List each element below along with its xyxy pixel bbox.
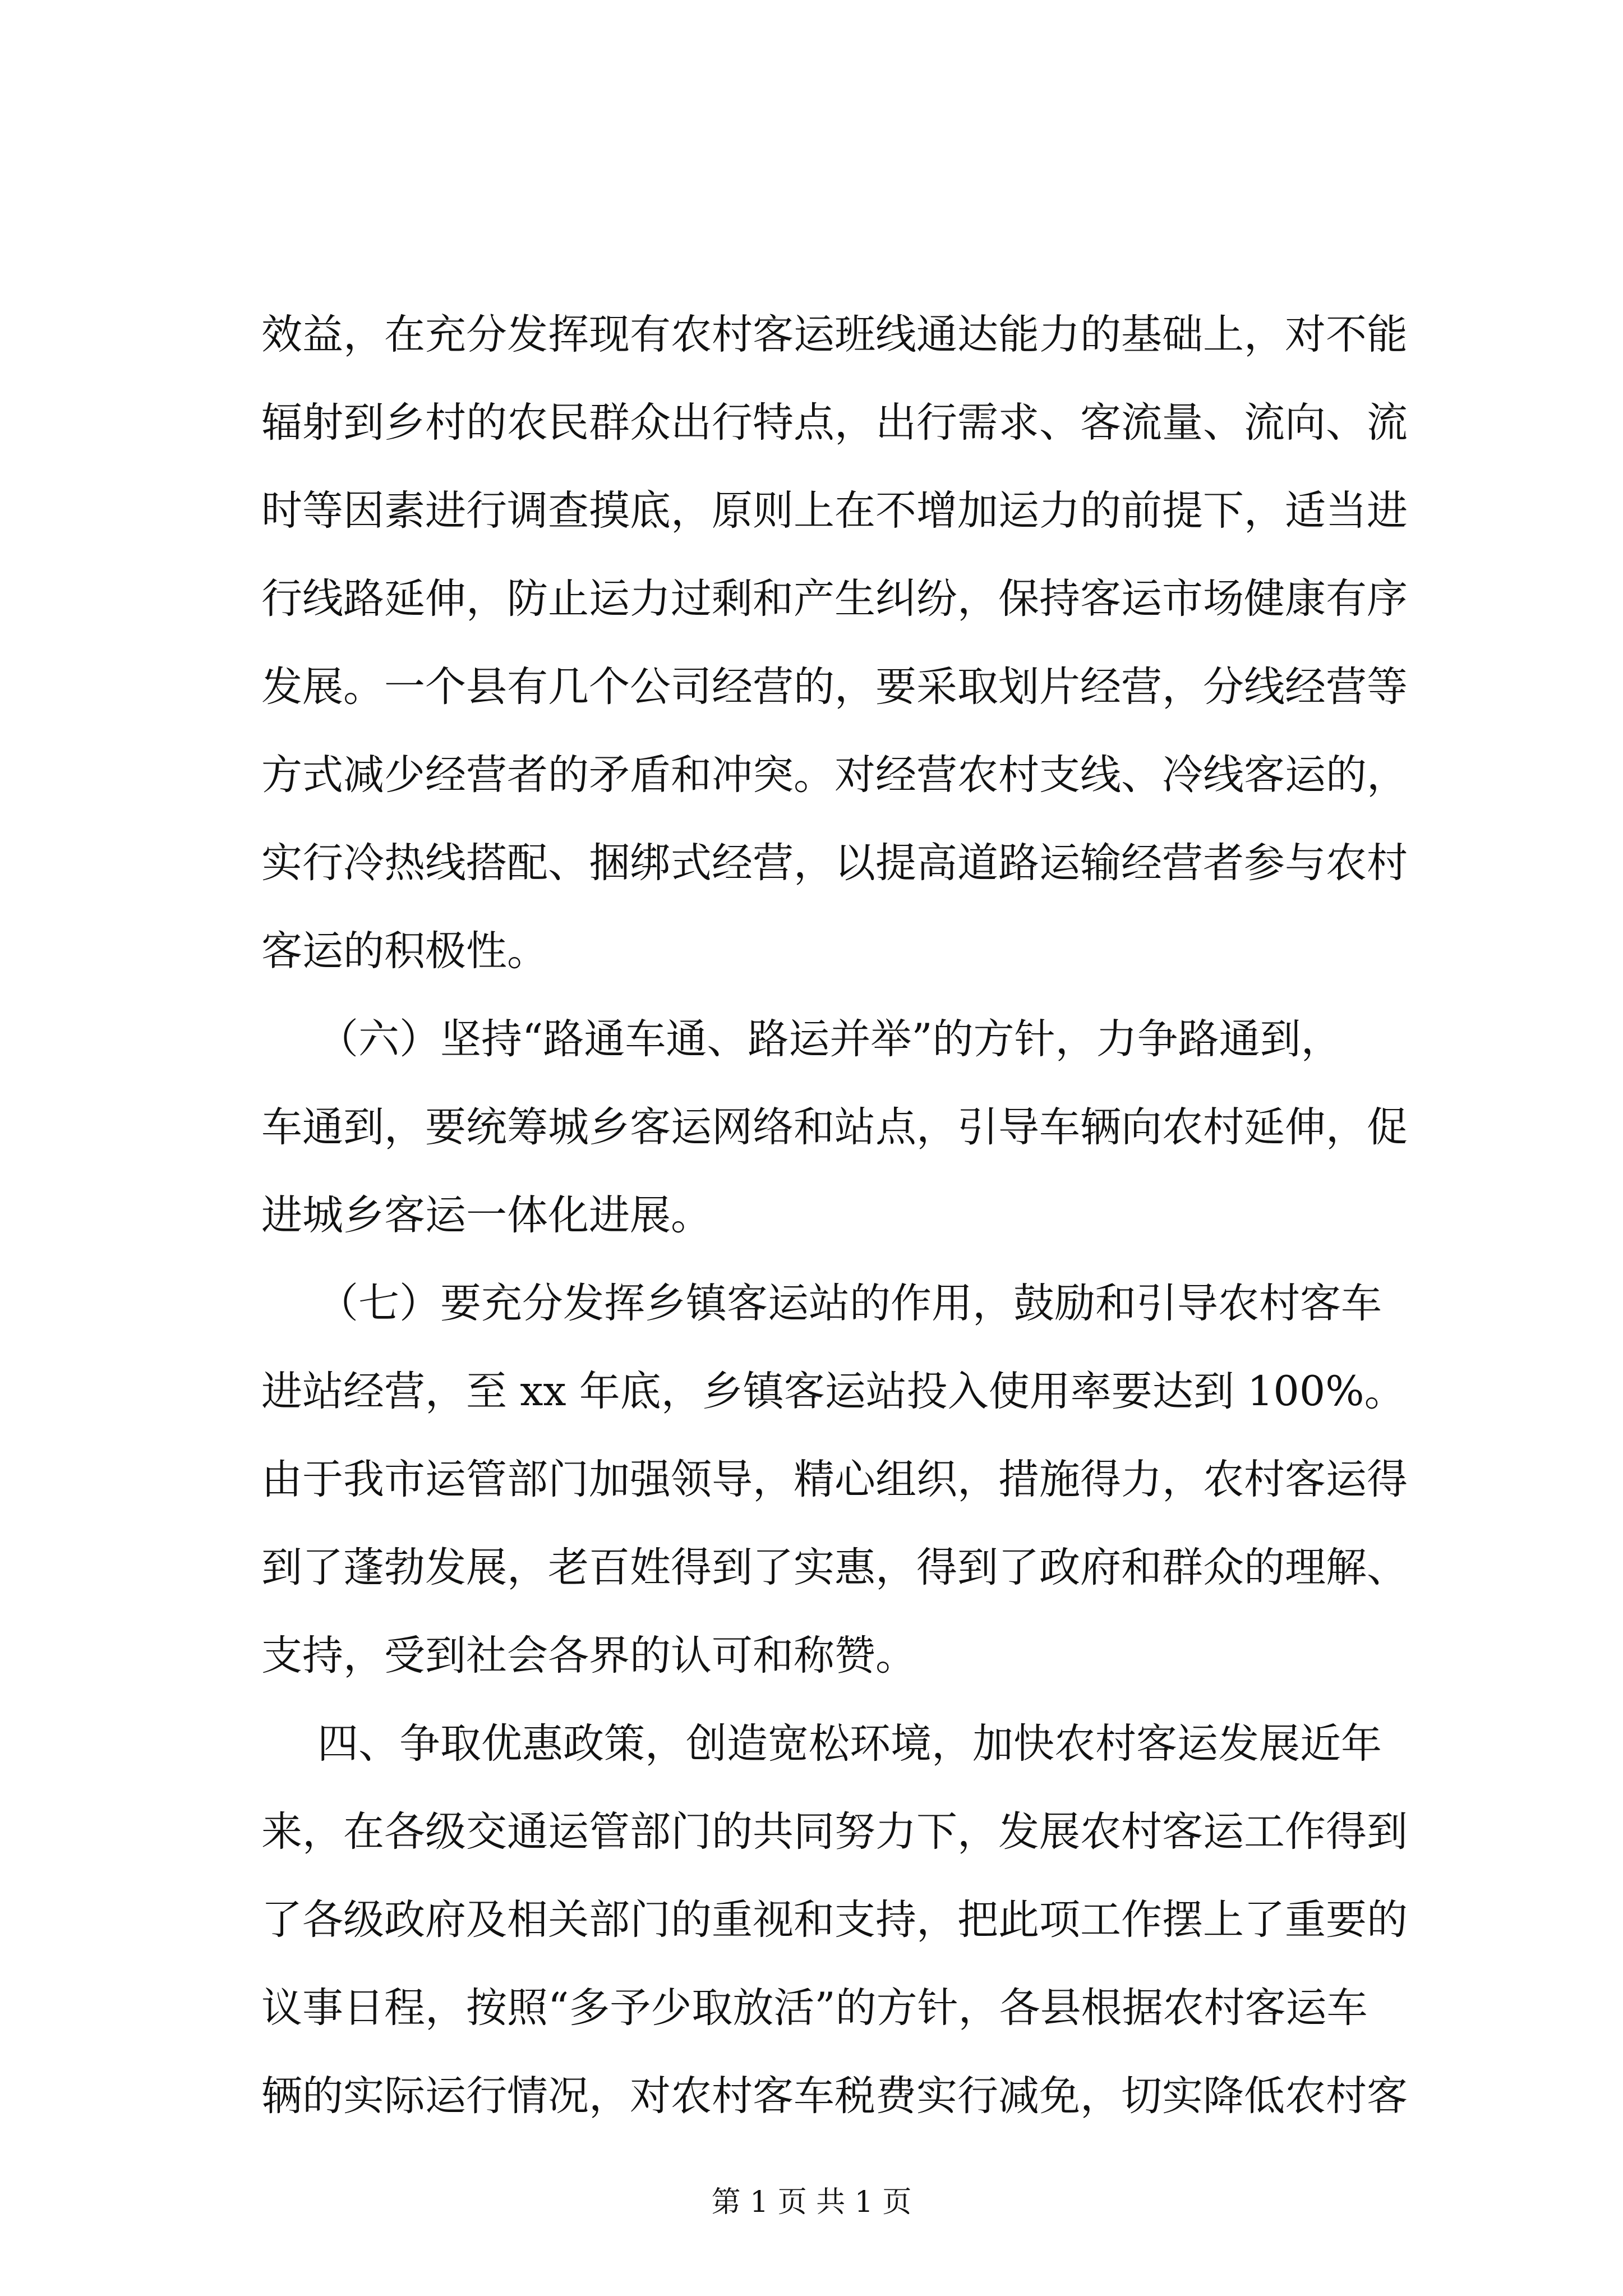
text-line: 方式减少经营者的矛盾和冲突。对经营农村支线、冷线客运的， [261,751,1408,799]
text-line: 车通到，要统筹城乡客运网络和站点，引导车辆向农村延伸，促 [261,1103,1408,1151]
text-line: 发展。一个县有几个公司经营的，要采取划片经营，分线经营等 [261,663,1408,711]
text-line: 由于我市运管部门加强领导，精心组织，措施得力，农村客运得 [261,1456,1408,1503]
text-line: 进城乡客运一体化进展。 [261,1191,712,1239]
text-line: 来，在各级交通运管部门的共同努力下，发展农村客运工作得到 [261,1808,1408,1856]
paragraph-start-line: （七）要充分发挥乡镇客运站的作用，鼓励和引导农村客车 [317,1280,1382,1327]
text-line: 辐射到乡村的农民群众出行特点，出行需求、客流量、流向、流 [261,399,1408,447]
text-line: 效益，在充分发挥现有农村客运班线通达能力的基础上，对不能 [261,311,1408,358]
text-line: 实行冷热线搭配、捆绑式经营，以提高道路运输经营者参与农村 [261,839,1408,887]
text-line: 支持，受到社会各界的认可和称赞。 [261,1632,916,1680]
text-line: 议事日程，按照“多予少取放活”的方针，各县根据农村客运车 [261,1984,1368,2032]
text-line: 行线路延伸，防止运力过剩和产生纠纷，保持客运市场健康有序 [261,575,1408,623]
text-line: 了各级政府及相关部门的重视和支持，把此项工作摆上了重要的 [261,1896,1408,1944]
text-line: 客运的积极性。 [261,927,548,975]
text-line: 辆的实际运行情况，对农村客车税费实行减免，切实降低农村客 [261,2072,1408,2120]
text-line: 进站经营，至 xx 年底，乡镇客运站投入使用率要达到 100%。 [261,1368,1405,1415]
paragraph-start-line: 四、争取优惠政策，创造宽松环境，加快农村客运发展近年 [317,1720,1382,1768]
paragraph-start-line: （六）坚持“路通车通、路运并举”的方针，力争路通到， [317,1015,1342,1063]
text-line: 到了蓬勃发展，老百姓得到了实惠，得到了政府和群众的理解、 [261,1544,1408,1591]
text-line: 时等因素进行调查摸底，原则上在不增加运力的前提下，适当进 [261,487,1408,535]
page-footer: 第 1 页 共 1 页 [711,2185,912,2219]
